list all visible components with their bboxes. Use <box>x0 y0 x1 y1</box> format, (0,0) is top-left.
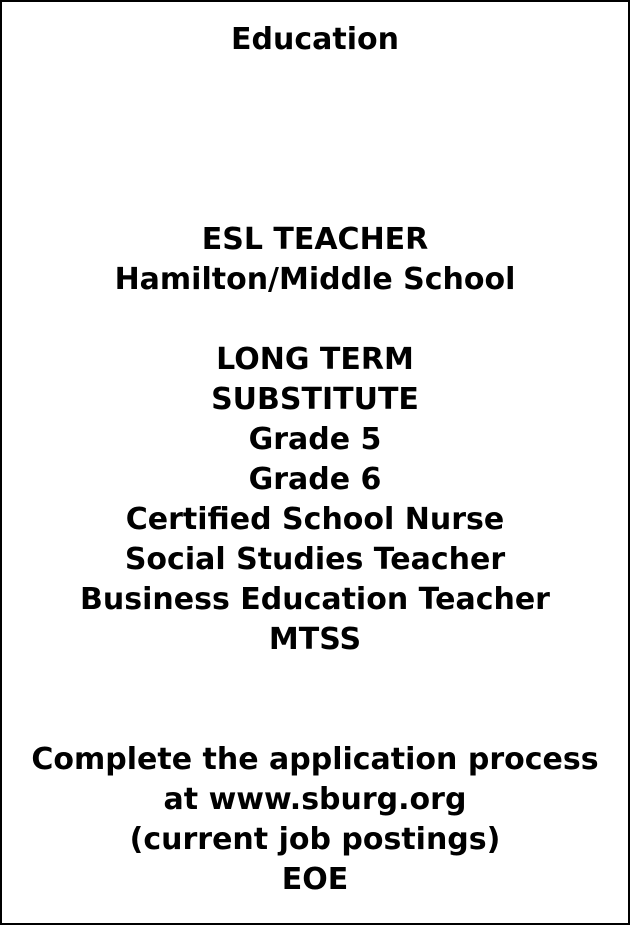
position-line: LONG TERM <box>216 342 414 377</box>
application-note: (current job postings) <box>129 822 501 857</box>
position-line: Business Education Teacher <box>80 582 550 617</box>
application-website: at www.sburg.org <box>163 782 467 817</box>
ad-category-heading: Education <box>231 22 399 57</box>
position-line: Social Studies Teacher <box>124 542 506 577</box>
position-line: SUBSTITUTE <box>211 382 419 417</box>
position-line: Grade 5 <box>248 422 382 457</box>
position-location: Hamilton/Middle School <box>114 262 516 297</box>
eoe-statement: EOE <box>281 862 349 897</box>
position-line: MTSS <box>268 622 362 657</box>
position-line: Certified School Nurse <box>125 502 505 537</box>
position-line: Grade 6 <box>248 462 382 497</box>
application-instruction: Complete the application process <box>31 742 599 777</box>
position-title: ESL TEACHER <box>201 222 429 257</box>
